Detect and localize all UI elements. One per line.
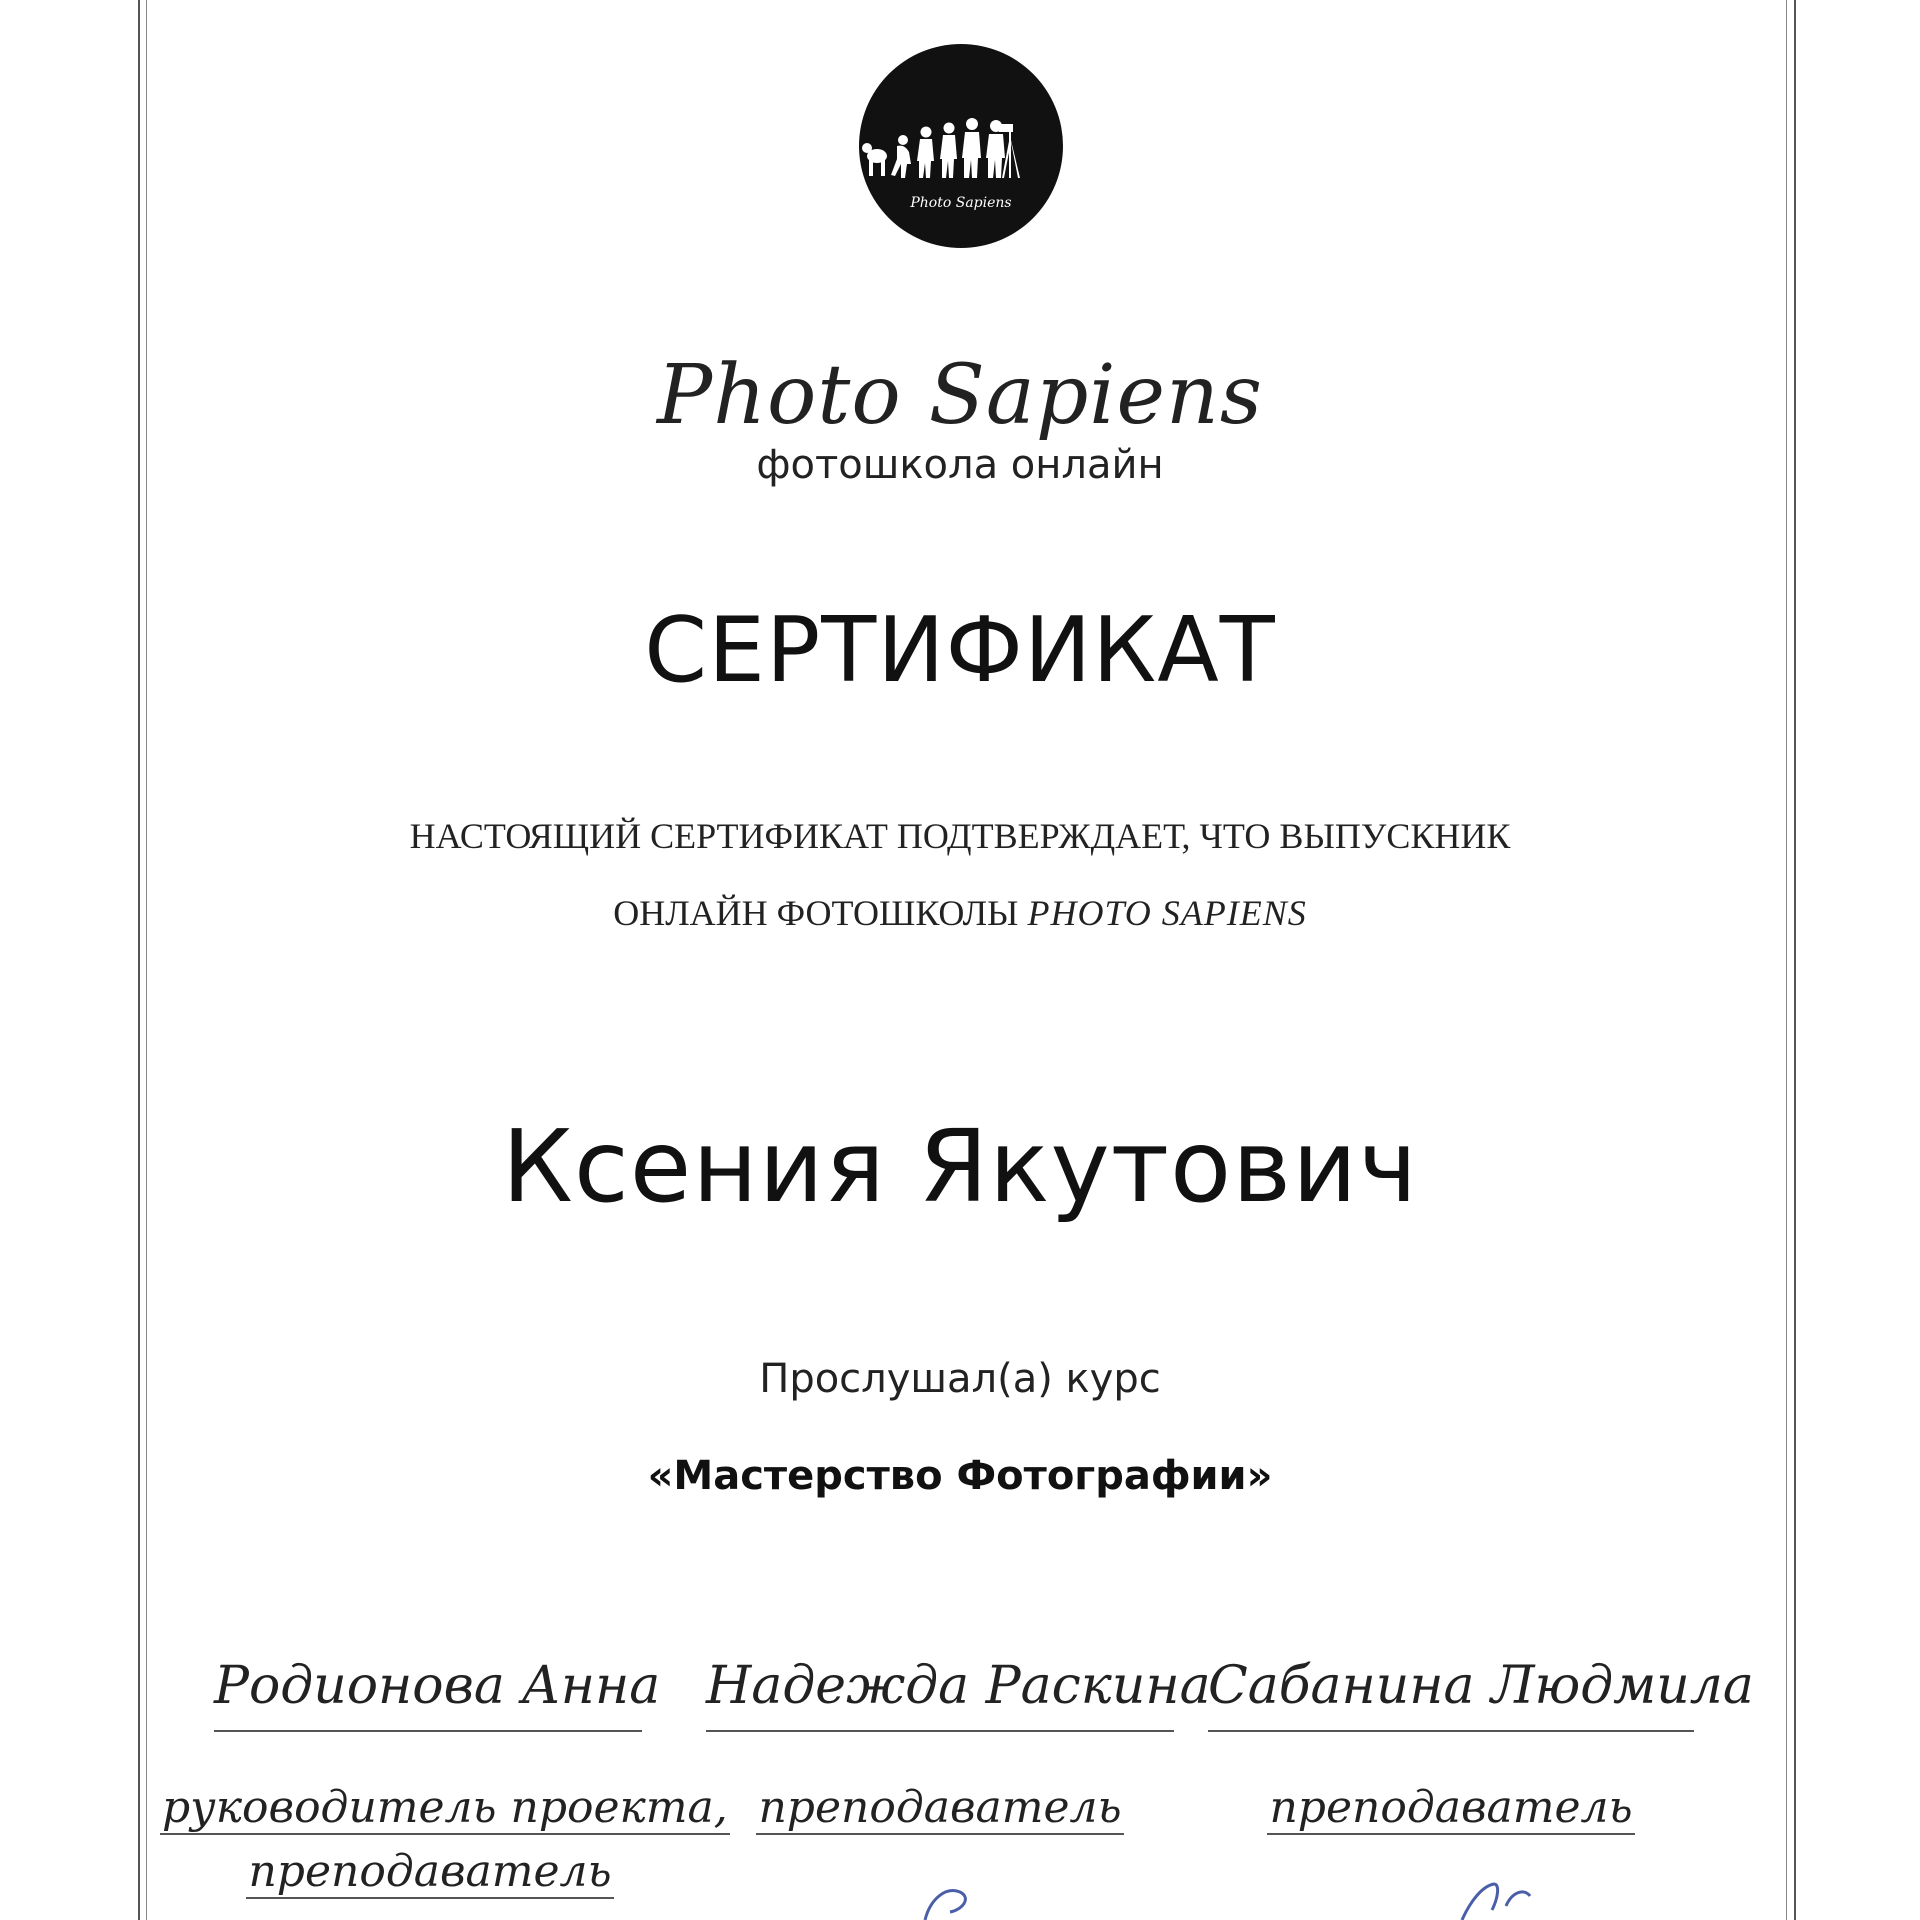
certificate-title: СЕРТИФИКАТ [644,598,1276,703]
school-logo [859,44,1063,248]
signatory-role-3 [1208,1782,1694,1833]
border-left-inner [146,0,147,1920]
signature-mark-2 [925,1891,965,1920]
signatory-role-1b-text: преподаватель [248,1846,612,1897]
signatory-name-2: Надежда Раскина [706,1656,1174,1732]
confirmation-line-2 [0,892,1920,934]
recipient-name: Ксения Якутович [501,1108,1419,1225]
completed-label: Прослушал(а) курс [759,1356,1161,1402]
brand-subtitle: фотошкола онлайн [756,442,1164,488]
border-right-outer [1794,0,1796,1920]
signatory-role-1a-text: руководитель проекта, [162,1782,728,1833]
border-right-inner [1786,0,1787,1920]
logo-caption: Photo Sapiens [910,195,1012,211]
confirmation-brand: PHOTO SAPIENS [1027,893,1307,933]
signature-mark-3 [1462,1884,1530,1920]
handwritten-signatures [0,1880,1920,1920]
signatory-role-1a [160,1782,728,1833]
signatory-name-3: Сабанина Людмила [1208,1656,1694,1732]
confirmation-line-1: НАСТОЯЩИЙ СЕРТИФИКАТ ПОДТВЕРЖДАЕТ, ЧТО ВЫПУСКНИК [409,816,1511,856]
course-name: «Мастерство Фотографии» [647,1453,1273,1499]
signatory-role-2 [706,1782,1174,1833]
confirmation-prefix: ОНЛАЙН ФОТОШКОЛЫ [613,893,1028,933]
signatory-name-1: Родионова Анна [214,1656,642,1732]
human-evolution-photographer-icon [859,44,1063,248]
signatory-role-2-text: преподаватель [758,1782,1122,1833]
signatory-role-3-text: преподаватель [1269,1782,1633,1833]
border-left-outer [138,0,140,1920]
brand-script-name: Photo Sapiens [657,348,1263,443]
